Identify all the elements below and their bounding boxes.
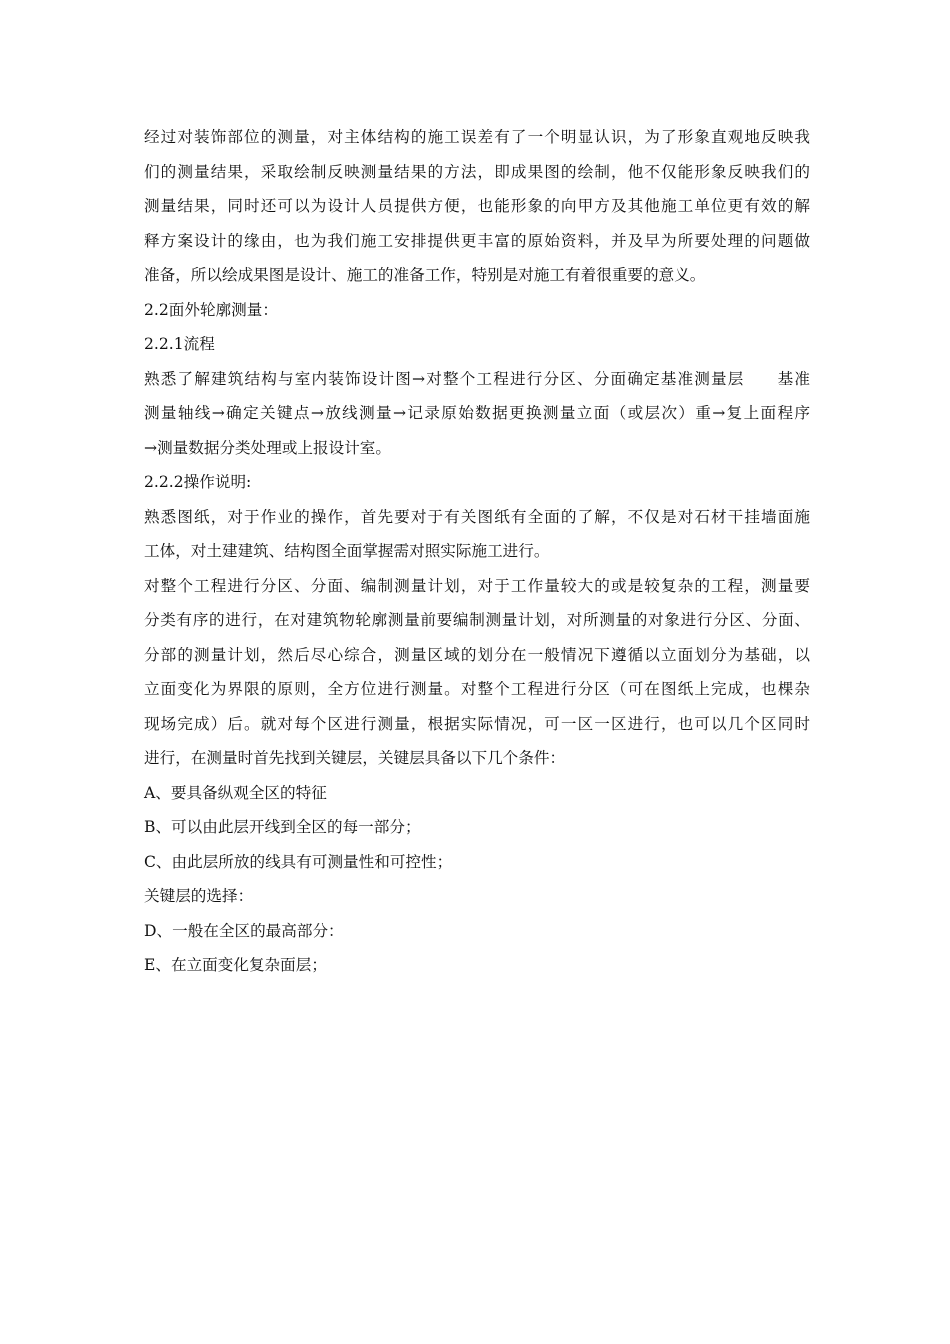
text-line: 分部的测量计划，然后尽心综合，测量区域的划分在一般情况下遵循以立面划分为基础，以	[144, 645, 810, 664]
list-item-c	[144, 845, 810, 880]
list-item-text: B、可以由此层开线到全区的每一部分；	[144, 818, 421, 836]
paragraph-rendering-purpose	[144, 120, 810, 293]
list-item-text: E、在立面变化复杂面层；	[144, 956, 327, 974]
section-heading-2-2	[144, 293, 810, 328]
text-line: →测量数据分类处理或上报设计室。	[144, 438, 391, 457]
text-line: 测量轴线→确定关键点→放线测量→记录原始数据更换测量立面（或层次）重→复上面程序	[144, 404, 810, 422]
paragraph-familiarize-drawings	[144, 500, 810, 569]
text-segment: 基准	[776, 369, 810, 388]
text-line	[144, 362, 810, 397]
text-line: 测量结果，同时还可以为设计人员提供方便，也能形象的向甲方及其他施工单位更有效的解	[144, 197, 810, 215]
list-item-b	[144, 810, 810, 845]
text-line: 工体，对土建建筑、结构图全面掌握需对照实际施工进行。	[144, 542, 550, 560]
paragraph-zoning-plan	[144, 569, 810, 776]
document-body	[144, 120, 810, 983]
text-segment: 熟悉了解建筑结构与室内装饰设计图→对整个工程进行分区、分面确定基准测量层	[144, 369, 745, 388]
list-item-a	[144, 776, 810, 811]
key-layer-selection-heading	[144, 879, 810, 914]
section-heading-2-2-1	[144, 327, 810, 362]
heading-text: 2.2.2操作说明:	[144, 473, 252, 491]
paragraph-process-flow	[144, 362, 810, 466]
list-item-text: C、由此层所放的线具有可测量性和可控性；	[144, 852, 453, 871]
text-line: 现场完成）后。就对每个区进行测量，根据实际情况，可一区一区进行，也可以几个区同时	[144, 714, 810, 733]
list-item-d	[144, 914, 810, 949]
text-line: 立面变化为界限的原则，全方位进行测量。对整个工程进行分区（可在图纸上完成，也棵杂	[144, 680, 810, 698]
section-heading-2-2-2	[144, 465, 810, 500]
list-item-e	[144, 948, 810, 983]
text-line: 分类有序的进行，在对建筑物轮廓测量前要编制测量计划，对所测量的对象进行分区、分面、	[144, 611, 810, 629]
heading-text: 2.2.1流程	[144, 335, 215, 353]
text-line: 进行，在测量时首先找到关键层，关键层具备以下几个条件：	[144, 749, 566, 767]
heading-text: 2.2面外轮廓测量：	[144, 300, 278, 319]
text-line: 释方案设计的缘由，也为我们施工安排提供更丰富的原始资料，并及早为所要处理的问题做	[144, 231, 810, 250]
text-line: 们的测量结果，采取绘制反映测量结果的方法，即成果图的绘制，他不仅能形象反映我们的	[144, 162, 810, 181]
text-line: 经过对装饰部位的测量，对主体结构的施工误差有了一个明显认识，为了形象直观地反映我	[144, 128, 810, 146]
list-item-text: A、要具备纵观全区的特征	[144, 783, 327, 802]
text-line: 对整个工程进行分区、分面、编制测量计划，对于工作量较大的或是较复杂的工程，测量要	[144, 576, 810, 595]
list-item-text: D、一般在全区的最高部分：	[144, 921, 344, 940]
heading-text: 关键层的选择：	[144, 887, 254, 905]
text-line: 准备，所以绘成果图是设计、施工的准备工作，特别是对施工有着很重要的意义。	[144, 266, 706, 284]
text-line: 熟悉图纸，对于作业的操作，首先要对于有关图纸有全面的了解，不仅是对石材干挂墙面施	[144, 507, 810, 526]
